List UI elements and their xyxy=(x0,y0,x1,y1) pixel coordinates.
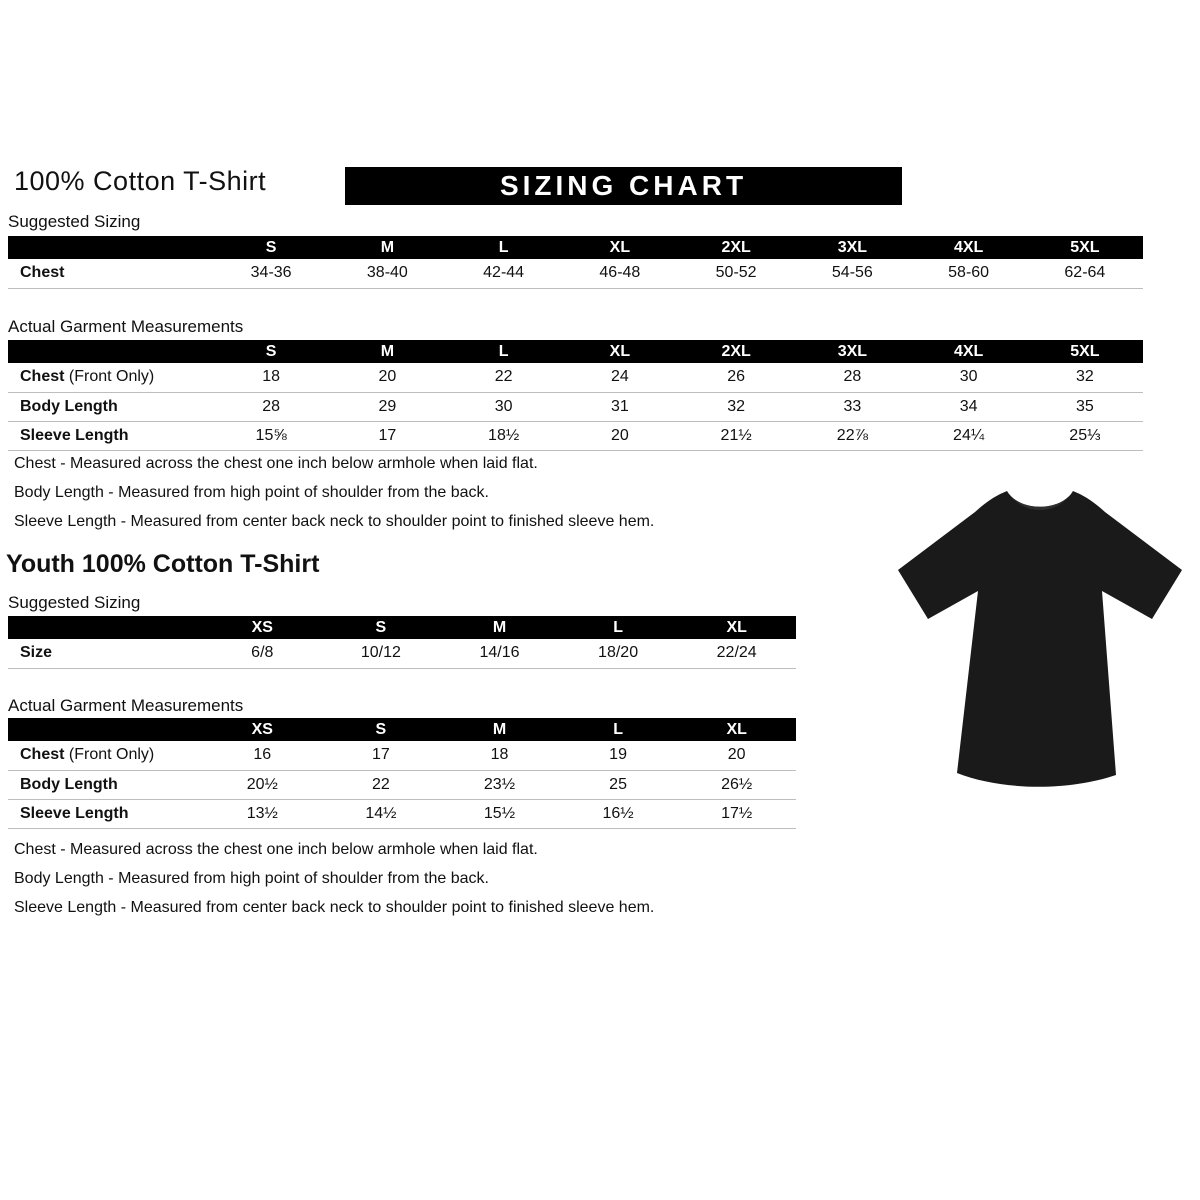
header-cell: M xyxy=(440,718,559,741)
size-cell: 34 xyxy=(911,392,1027,421)
row-label-cell xyxy=(8,741,203,770)
header-cell-empty xyxy=(8,718,203,741)
size-cell: 20 xyxy=(562,421,678,450)
note-chest: Chest - Measured across the chest one inch below armhole when laid flat. xyxy=(14,841,538,858)
size-cell: 28 xyxy=(213,392,329,421)
size-cell: 20½ xyxy=(203,770,322,799)
header-cell: S xyxy=(213,340,329,363)
size-cell: 62-64 xyxy=(1027,259,1143,288)
header-cell: 2XL xyxy=(678,340,794,363)
size-cell: 17 xyxy=(322,741,441,770)
size-cell: 16 xyxy=(203,741,322,770)
table-header-row xyxy=(8,340,1143,363)
size-cell: 16½ xyxy=(559,799,678,828)
row-label-suffix: (Front Only) xyxy=(64,368,155,386)
row-label-cell xyxy=(8,421,213,450)
header-cell: 4XL xyxy=(911,340,1027,363)
youth-actual-measurements-table xyxy=(8,718,796,829)
size-cell: 15⅝ xyxy=(213,421,329,450)
tshirt-graphic xyxy=(893,476,1190,808)
header-cell: 2XL xyxy=(678,236,794,259)
size-cell: 24¼ xyxy=(911,421,1027,450)
size-cell: 22⅞ xyxy=(794,421,910,450)
size-cell: 20 xyxy=(329,363,445,392)
size-cell: 32 xyxy=(1027,363,1143,392)
size-cell: 17 xyxy=(329,421,445,450)
table-row xyxy=(8,392,1143,421)
size-cell: 50-52 xyxy=(678,259,794,288)
table-row xyxy=(8,639,796,668)
row-label: Chest xyxy=(20,368,65,386)
size-cell: 46-48 xyxy=(562,259,678,288)
header-cell: XL xyxy=(562,236,678,259)
header-cell: M xyxy=(329,236,445,259)
sizing-chart-banner xyxy=(345,167,902,205)
table-header-row xyxy=(8,718,796,741)
table-header-row xyxy=(8,616,796,639)
size-cell: 24 xyxy=(562,363,678,392)
row-label: Size xyxy=(20,644,53,662)
adult-actual-measurements-label: Actual Garment Measurements xyxy=(8,317,244,336)
tshirt-image xyxy=(893,476,1190,808)
adult-suggested-sizing-table xyxy=(8,236,1143,289)
size-cell: 14½ xyxy=(322,799,441,828)
size-cell: 31 xyxy=(562,392,678,421)
size-cell: 18½ xyxy=(446,421,562,450)
header-cell-empty xyxy=(8,340,213,363)
size-cell: 33 xyxy=(794,392,910,421)
size-cell: 38-40 xyxy=(329,259,445,288)
row-label: Chest xyxy=(20,746,65,764)
header-cell: L xyxy=(446,340,562,363)
table-row xyxy=(8,770,796,799)
table-row xyxy=(8,799,796,828)
size-cell: 25⅓ xyxy=(1027,421,1143,450)
header-cell: 3XL xyxy=(794,236,910,259)
tshirt-body-shape xyxy=(898,491,1182,787)
header-cell-empty xyxy=(8,616,203,639)
table-row xyxy=(8,259,1143,288)
size-cell: 17½ xyxy=(677,799,796,828)
size-cell: 29 xyxy=(329,392,445,421)
size-cell: 13½ xyxy=(203,799,322,828)
youth-suggested-sizing-label: Suggested Sizing xyxy=(8,593,141,612)
note-chest: Chest - Measured across the chest one inch below armhole when laid flat. xyxy=(14,455,538,472)
row-label-cell xyxy=(8,392,213,421)
row-label-cell xyxy=(8,259,213,288)
header-cell: S xyxy=(213,236,329,259)
header-cell: L xyxy=(559,616,678,639)
row-label-cell xyxy=(8,770,203,799)
size-cell: 54-56 xyxy=(794,259,910,288)
size-cell: 35 xyxy=(1027,392,1143,421)
size-cell: 26 xyxy=(678,363,794,392)
size-cell: 22 xyxy=(446,363,562,392)
youth-suggested-sizing-table xyxy=(8,616,796,669)
table-header-row xyxy=(8,236,1143,259)
row-label-suffix: (Front Only) xyxy=(64,746,155,764)
header-cell-empty xyxy=(8,236,213,259)
size-cell: 15½ xyxy=(440,799,559,828)
size-cell: 58-60 xyxy=(911,259,1027,288)
note-sleeve-length: Sleeve Length - Measured from center back neck to shoulder point to finished sleeve hem. xyxy=(14,899,655,916)
size-cell: 21½ xyxy=(678,421,794,450)
adult-suggested-sizing-label: Suggested Sizing xyxy=(8,212,141,231)
header-cell: 4XL xyxy=(911,236,1027,259)
size-cell: 30 xyxy=(446,392,562,421)
size-cell: 32 xyxy=(678,392,794,421)
size-cell: 6/8 xyxy=(203,639,322,668)
header-cell: XS xyxy=(203,616,322,639)
size-cell: 18 xyxy=(213,363,329,392)
youth-actual-measurements-label: Actual Garment Measurements xyxy=(8,696,244,715)
size-cell: 22 xyxy=(322,770,441,799)
size-cell: 26½ xyxy=(677,770,796,799)
header-cell: L xyxy=(559,718,678,741)
row-label-cell xyxy=(8,799,203,828)
adult-actual-measurements-table xyxy=(8,340,1143,451)
note-sleeve-length: Sleeve Length - Measured from center back neck to shoulder point to finished sleeve hem. xyxy=(14,513,655,530)
size-cell: 42-44 xyxy=(446,259,562,288)
size-cell: 20 xyxy=(677,741,796,770)
row-label: Sleeve Length xyxy=(20,804,129,822)
row-label: Chest xyxy=(20,264,65,282)
row-label: Body Length xyxy=(20,397,118,415)
size-cell: 28 xyxy=(794,363,910,392)
header-cell: 5XL xyxy=(1027,236,1143,259)
size-cell: 10/12 xyxy=(322,639,441,668)
header-cell: XS xyxy=(203,718,322,741)
header-cell: S xyxy=(322,616,441,639)
header-cell: M xyxy=(329,340,445,363)
size-cell: 18/20 xyxy=(559,639,678,668)
header-cell: XL xyxy=(562,340,678,363)
table-row xyxy=(8,741,796,770)
table-row xyxy=(8,421,1143,450)
size-cell: 19 xyxy=(559,741,678,770)
youth-section-title: Youth 100% Cotton T-Shirt xyxy=(6,550,320,578)
size-cell: 30 xyxy=(911,363,1027,392)
header-cell: XL xyxy=(677,718,796,741)
size-cell: 14/16 xyxy=(440,639,559,668)
adult-section-title: 100% Cotton T-Shirt xyxy=(14,166,267,196)
size-cell: 34-36 xyxy=(213,259,329,288)
row-label-cell xyxy=(8,639,203,668)
header-cell: XL xyxy=(677,616,796,639)
header-cell: L xyxy=(446,236,562,259)
size-cell: 23½ xyxy=(440,770,559,799)
youth-measurement-notes xyxy=(14,841,914,928)
header-cell: 5XL xyxy=(1027,340,1143,363)
header-cell: M xyxy=(440,616,559,639)
header-cell: 3XL xyxy=(794,340,910,363)
row-label: Sleeve Length xyxy=(20,426,129,444)
size-cell: 25 xyxy=(559,770,678,799)
size-cell: 18 xyxy=(440,741,559,770)
note-body-length: Body Length - Measured from high point of shoulder from the back. xyxy=(14,870,489,887)
adult-measurement-notes xyxy=(14,455,914,542)
header-cell: S xyxy=(322,718,441,741)
row-label-cell xyxy=(8,363,213,392)
size-cell: 22/24 xyxy=(677,639,796,668)
note-body-length: Body Length - Measured from high point of shoulder from the back. xyxy=(14,484,489,501)
table-row xyxy=(8,363,1143,392)
row-label: Body Length xyxy=(20,775,118,793)
sizing-chart-banner-text: SIZING CHART xyxy=(499,170,748,201)
